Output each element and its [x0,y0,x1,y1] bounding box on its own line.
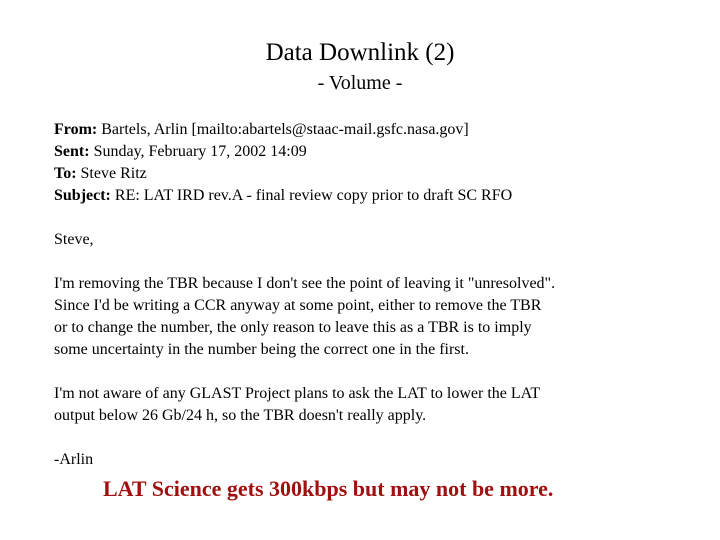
paragraph1-line: or to change the number, the only reason to leave this as a TBR is to imply [54,319,532,336]
paragraph1-line: Since I'd be writing a CCR anyway at some point, either to remove the TBR [54,297,542,314]
to-label: To: [54,165,77,182]
email-body [54,119,694,471]
paragraph2-line: I'm not aware of any GLAST Project plans to ask the LAT to lower the LAT [54,385,541,402]
email-to-line [54,163,694,185]
slide-title: Data Downlink (2) [265,39,455,66]
footer-statement: LAT Science gets 300kbps but may not be more. [103,476,554,501]
subject-value: RE: LAT IRD rev.A - final review copy prior to draft SC RFO [114,187,513,204]
to-value: Steve Ritz [80,165,147,182]
paragraph2-line: output below 26 Gb/24 h, so the TBR doesn't really apply. [54,407,427,424]
subject-label: Subject: [54,187,111,204]
email-from-line [54,119,694,141]
paragraph1-line: some uncertainty in the number being the correct one in the first. [54,341,469,358]
sent-value: Sunday, February 17, 2002 14:09 [93,143,307,160]
email-signature: -Arlin [54,451,94,468]
sent-label: Sent: [54,143,90,160]
email-greeting: Steve, [54,231,94,248]
paragraph1-line: I'm removing the TBR because I don't see the point of leaving it "unresolved". [54,275,556,292]
from-value: Bartels, Arlin [mailto:abartels@staac-mail.gsfc.nasa.gov] [101,121,469,138]
email-sent-line [54,141,694,163]
slide-subtitle: - Volume - [317,72,403,94]
from-label: From: [54,121,98,138]
email-subject-line [54,185,694,207]
